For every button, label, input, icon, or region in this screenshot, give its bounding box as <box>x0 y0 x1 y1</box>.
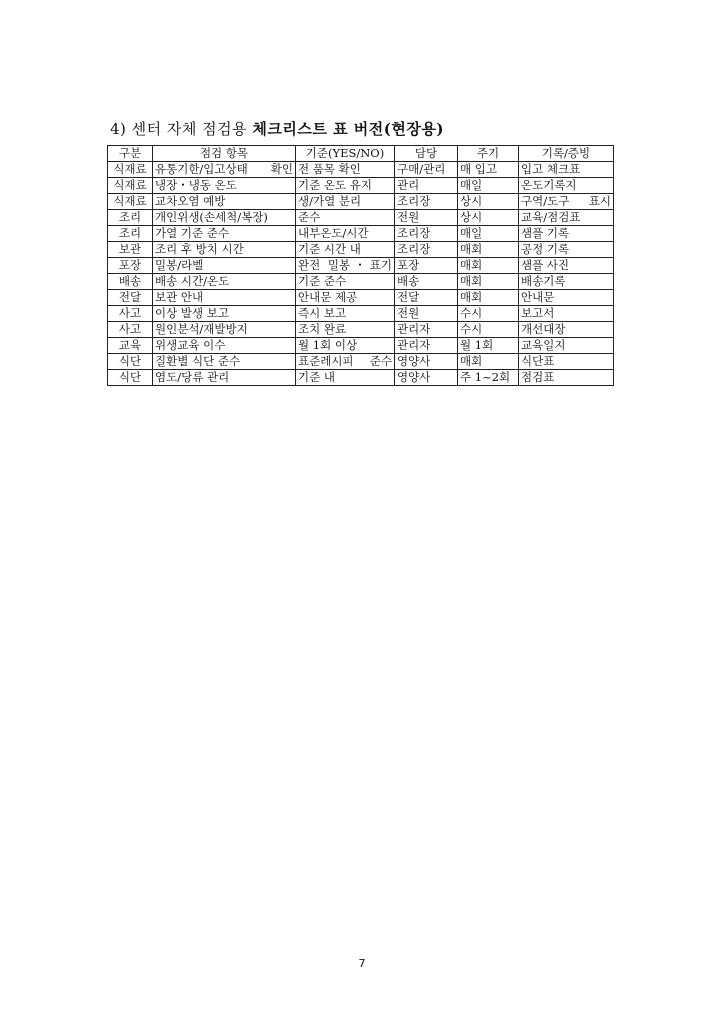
cell-check-item: 교차오염 예방 <box>153 194 296 210</box>
cell-criteria: 기준 온도 유지 <box>296 178 395 194</box>
section-heading-title: 체크리스트 표 버전(현장용) <box>252 120 444 138</box>
cell-criteria: 기준 준수 <box>296 274 395 290</box>
cell-category: 보관 <box>108 242 153 258</box>
cell-check-item: 질환별 식단 준수 <box>153 354 296 370</box>
cell-owner: 전원 <box>395 306 458 322</box>
cell-owner: 구매/관리 <box>395 162 458 178</box>
table-row <box>108 290 614 306</box>
cell-category: 식재료 <box>108 162 153 178</box>
cell-owner: 조리장 <box>395 242 458 258</box>
cell-frequency: 주 1~2회 <box>458 370 519 386</box>
cell-frequency: 매회 <box>458 274 519 290</box>
cell-criteria <box>296 258 395 274</box>
cell-owner: 조리장 <box>395 226 458 242</box>
cell-frequency: 수시 <box>458 322 519 338</box>
cell-owner: 전달 <box>395 290 458 306</box>
cell-frequency: 월 1회 <box>458 338 519 354</box>
cell-frequency: 매일 <box>458 178 519 194</box>
cell-check-item: 염도/당류 관리 <box>153 370 296 386</box>
cell-check-item: 배송 시간/온도 <box>153 274 296 290</box>
cell-category: 배송 <box>108 274 153 290</box>
cell-check-item: 조리 후 방치 시간 <box>153 242 296 258</box>
cell-record: 입고 체크표 <box>519 162 614 178</box>
cell-record: 교육일지 <box>519 338 614 354</box>
cell-check-item: 원인분석/재발방지 <box>153 322 296 338</box>
header-record: 기록/증빙 <box>519 146 614 162</box>
cell-owner: 포장 <box>395 258 458 274</box>
cell-frequency: 매회 <box>458 290 519 306</box>
cell-record: 배송기록 <box>519 274 614 290</box>
cell-owner: 영양사 <box>395 354 458 370</box>
section-heading-prefix: 4) 센터 자체 점검용 <box>110 120 253 138</box>
cell-category: 사고 <box>108 322 153 338</box>
cell-check-item: 위생교육 이수 <box>153 338 296 354</box>
cell-record: 점검표 <box>519 370 614 386</box>
cell-record: 공정 기록 <box>519 242 614 258</box>
header-category: 구분 <box>108 146 153 162</box>
table-row <box>108 274 614 290</box>
cell-frequency: 매 입고 <box>458 162 519 178</box>
cell-record: 온도기록지 <box>519 178 614 194</box>
cell-owner: 배송 <box>395 274 458 290</box>
cell-owner: 관리 <box>395 178 458 194</box>
cell-record: 샘플 사진 <box>519 258 614 274</box>
table-row <box>108 226 614 242</box>
table-row <box>108 370 614 386</box>
cell-category: 조리 <box>108 226 153 242</box>
cell-category: 식재료 <box>108 194 153 210</box>
table-row <box>108 322 614 338</box>
cell-record: 샘플 기록 <box>519 226 614 242</box>
cell-criteria: 조치 완료 <box>296 322 395 338</box>
cell-category: 사고 <box>108 306 153 322</box>
table-row <box>108 162 614 178</box>
cell-record: 안내문 <box>519 290 614 306</box>
cell-frequency: 매회 <box>458 354 519 370</box>
cell-criteria: 안내문 제공 <box>296 290 395 306</box>
cell-category: 식재료 <box>108 178 153 194</box>
cell-criteria: 내부온도/시간 <box>296 226 395 242</box>
cell-check-item: 가열 기준 준수 <box>153 226 296 242</box>
cell-criteria: 월 1회 이상 <box>296 338 395 354</box>
cell-record-text: 구역/도구 표시 <box>521 194 611 208</box>
cell-criteria: 기준 시간 내 <box>296 242 395 258</box>
cell-record: 개선대장 <box>519 322 614 338</box>
cell-check-item: 냉장・냉동 온도 <box>153 178 296 194</box>
table-row <box>108 210 614 226</box>
checklist-table <box>107 145 614 386</box>
header-frequency: 주기 <box>458 146 519 162</box>
section-heading <box>110 118 444 139</box>
cell-frequency: 매일 <box>458 226 519 242</box>
cell-owner: 관리자 <box>395 338 458 354</box>
page-number: 7 <box>358 957 366 970</box>
table-row <box>108 258 614 274</box>
cell-frequency: 상시 <box>458 210 519 226</box>
cell-category: 식단 <box>108 370 153 386</box>
cell-criteria: 즉시 보고 <box>296 306 395 322</box>
cell-owner: 관리자 <box>395 322 458 338</box>
cell-record: 교육/점검표 <box>519 210 614 226</box>
table-row <box>108 354 614 370</box>
header-check-item: 점검 항목 <box>153 146 296 162</box>
cell-check-item-text: 유통기한/입고상태 확인 <box>155 162 293 176</box>
cell-category: 포장 <box>108 258 153 274</box>
cell-owner: 전원 <box>395 210 458 226</box>
cell-criteria: 생/가열 분리 <box>296 194 395 210</box>
cell-record: 보고서 <box>519 306 614 322</box>
cell-criteria-text: 표준레시피 준수 <box>298 354 392 368</box>
table-row <box>108 242 614 258</box>
cell-category: 교육 <box>108 338 153 354</box>
cell-criteria <box>296 354 395 370</box>
cell-category: 전달 <box>108 290 153 306</box>
table-row <box>108 178 614 194</box>
cell-criteria: 전 품목 확인 <box>296 162 395 178</box>
cell-frequency: 매회 <box>458 242 519 258</box>
cell-check-item <box>153 162 296 178</box>
cell-record: 식단표 <box>519 354 614 370</box>
cell-category: 조리 <box>108 210 153 226</box>
cell-frequency: 상시 <box>458 194 519 210</box>
cell-check-item: 보관 안내 <box>153 290 296 306</box>
cell-check-item: 이상 발생 보고 <box>153 306 296 322</box>
cell-owner: 조리장 <box>395 194 458 210</box>
cell-record <box>519 194 614 210</box>
cell-criteria: 기준 내 <box>296 370 395 386</box>
header-criteria: 기준(YES/NO) <box>296 146 395 162</box>
cell-criteria: 준수 <box>296 210 395 226</box>
table-row <box>108 194 614 210</box>
cell-owner: 영양사 <box>395 370 458 386</box>
cell-check-item: 개인위생(손세척/복장) <box>153 210 296 226</box>
table-header-row <box>108 146 614 162</box>
cell-frequency: 수시 <box>458 306 519 322</box>
table-row <box>108 338 614 354</box>
cell-check-item: 밀봉/라벨 <box>153 258 296 274</box>
cell-criteria-text: 완전 밀봉・표기 <box>298 258 392 272</box>
header-owner: 담당 <box>395 146 458 162</box>
cell-category: 식단 <box>108 354 153 370</box>
cell-frequency: 매회 <box>458 258 519 274</box>
table-row <box>108 306 614 322</box>
